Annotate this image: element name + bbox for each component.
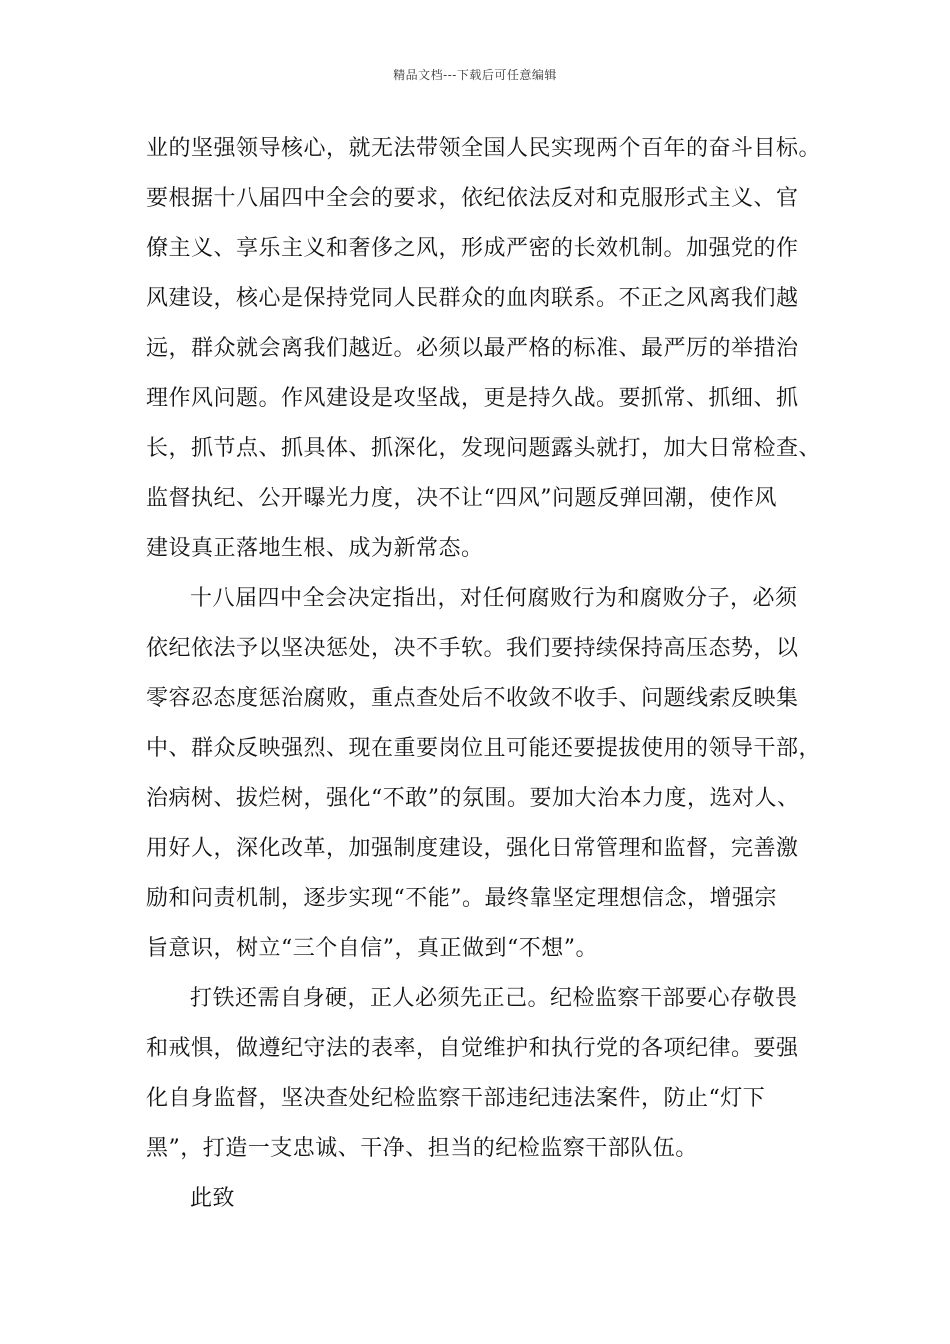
- text-line: 中、群众反映强烈、现在重要岗位且可能还要提拔使用的领导干部，: [146, 736, 822, 761]
- closing-salutation: 此致: [190, 1186, 236, 1211]
- text-line: 化自身监督，坚决查处纪检监察干部违纪违法案件，防止“灯下: [146, 1086, 766, 1111]
- text-line: 要根据十八届四中全会的要求，依纪依法反对和克服形式主义、官: [146, 186, 799, 211]
- text-line: 黑”，打造一支忠诚、干净、担当的纪检监察干部队伍。: [146, 1136, 698, 1161]
- paragraph-first-line: 打铁还需自身硬，正人必须先正己。纪检监察干部要心存敬畏: [190, 986, 798, 1011]
- text-line: 监督执纪、公开曝光力度，决不让“四风”问题反弹回潮，使作风: [146, 486, 777, 511]
- page-header: 精品文档---下载后可任意编辑: [393, 68, 557, 82]
- text-line: 建设真正落地生根、成为新常态。: [146, 536, 484, 561]
- text-line: 业的坚强领导核心，就无法带领全国人民实现两个百年的奋斗目标。: [146, 136, 822, 161]
- document-body: [146, 131, 830, 1231]
- text-line: 和戒惧，做遵纪守法的表率，自觉维护和执行党的各项纪律。要强: [146, 1036, 799, 1061]
- text-line: 治病树、拔烂树，强化“不敢”的氛围。要加大治本力度，选对人、: [146, 786, 800, 811]
- text-line: 风建设，核心是保持党同人民群众的血肉联系。不正之风离我们越: [146, 286, 799, 311]
- paragraph-first-line: 十八届四中全会决定指出，对任何腐败行为和腐败分子，必须: [190, 586, 798, 611]
- text-line: 理作风问题。作风建设是攻坚战，更是持久战。要抓常、抓细、抓: [146, 386, 799, 411]
- text-line: 励和问责机制，逐步实现“不能”。最终靠坚定理想信念，增强宗: [146, 886, 777, 911]
- text-line: 零容忍态度惩治腐败，重点查处后不收敛不收手、问题线索反映集: [146, 686, 799, 711]
- text-line: 远，群众就会离我们越近。必须以最严格的标准、最严厉的举措治: [146, 336, 799, 361]
- text-line: 依纪依法予以坚决惩处，决不手软。我们要持续保持高压态势，以: [146, 636, 799, 661]
- text-line: 旨意识，树立“三个自信”，真正做到“不想”。: [146, 936, 598, 961]
- text-line: 用好人，深化改革，加强制度建设，强化日常管理和监督，完善激: [146, 836, 799, 861]
- text-line: 僚主义、享乐主义和奢侈之风，形成严密的长效机制。加强党的作: [146, 236, 799, 261]
- text-line: 长，抓节点、抓具体、抓深化，发现问题露头就打，加大日常检查、: [146, 436, 822, 461]
